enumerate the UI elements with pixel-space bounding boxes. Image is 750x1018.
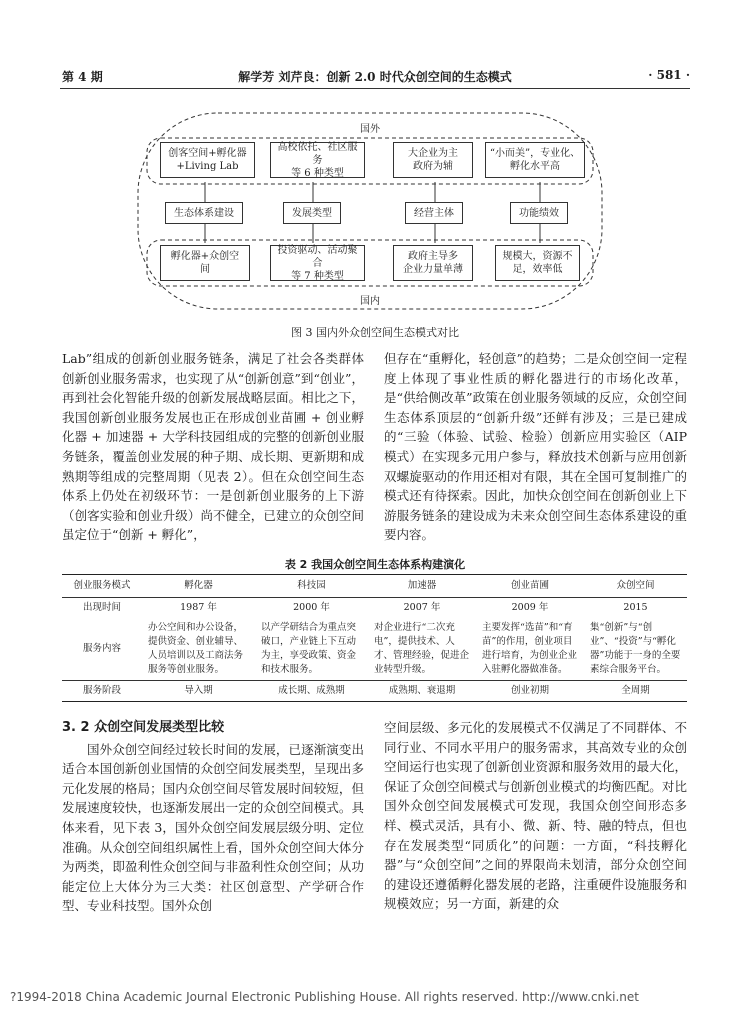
table-row: [62, 681, 687, 702]
operator-box: 经营主体: [405, 202, 463, 224]
performance-box: 功能绩效: [510, 202, 568, 224]
table-cell: 导入期: [142, 681, 255, 702]
table-header: 科技园: [255, 575, 368, 598]
table-cell: 2009 年: [511, 602, 549, 613]
table-header: 创业服务模式: [62, 575, 142, 598]
foreign-operator-box: 大企业为主 政府为辅: [393, 142, 473, 178]
table-cell: 办公空间和办公设备，提供资金、创业辅导、人员培训以及工商法务服务等创业服务。: [148, 622, 244, 675]
table-cell: 2015: [623, 602, 648, 613]
figure-caption: 图 3 国内外众创空间生态模式对比: [291, 326, 459, 339]
table-cell: 创业初期: [476, 681, 584, 702]
domestic-type-box: 投资驱动、活动聚合 等 7 种类型: [270, 245, 365, 281]
header-rule: [60, 88, 690, 89]
row-label: 出现时间: [82, 602, 121, 613]
table-cell: 2000 年: [293, 602, 330, 613]
table-row: [62, 618, 687, 681]
table-header: 加速器: [368, 575, 476, 598]
body-paragraph: Lab”组成的创新创业服务链条，满足了社会各类群体创新创业服务需求，也实现了从“创新创意”到“创业”，再到社会化智能升级的创新发展战略层面。相比之下，我国创新创业服务发展也正在形成创业苗圃 + 创业孵化器 + 加速器 + 大学科技园组成的完整的创新创业服务链条，覆盖创业发展的种子期、成长期、更新期和成熟期等组成的完整周期（见表 2）。但在众创空间生态体系上仍处在初级环节：一是创新创业服务的上下游（创客实验和创业升级）尚不健全，已建立的众创空间虽定位于“创新 + 孵化”，: [62, 351, 364, 543]
row-label: 服务内容: [82, 643, 121, 654]
issue-number: 第 4 期: [62, 70, 103, 84]
figure-3: [135, 110, 605, 315]
body-column-left-lower: [62, 718, 364, 916]
table-cell: 2007 年: [403, 602, 441, 613]
page-number: · 581 ·: [648, 68, 690, 82]
body-column-right-lower: [384, 718, 687, 914]
foreign-ecosystem-box: 创客空间+孵化器 +Living Lab: [160, 142, 255, 178]
table-row: [62, 598, 687, 619]
domestic-ecosystem-box: 孵化器+众创空 间: [160, 245, 250, 281]
table-header: 创业苗圃: [476, 575, 584, 598]
running-title: 解学芳 刘芹良：创新 2.0 时代众创空间的生态模式: [238, 70, 512, 84]
row-label: 服务阶段: [62, 681, 142, 702]
table-cell: 1987 年: [180, 602, 217, 613]
body-paragraph: 但存在“重孵化，轻创意”的趋势；二是众创空间一定程度上体现了事业性质的孵化器进行的市场化改革，是“供给侧改革”政策在创业服务领域的反应，众创空间生态体系顶层的“创新升级”还鲜有涉及；三是已建成的“三验（体验、试验、检验）创新应用实验区（AIP 模式）在实现多元用户参与，释放技术创新与应用创新双螺旋驱动的作用还相对有限，其在全国可复制推广的模式还有待探索。因此，加快众创空间在创新创业上下游服务链条的建设成为未来众创空间生态体系建设的重要内容。: [384, 351, 687, 543]
table-header-row: [62, 575, 687, 598]
body-column-right-upper: [384, 349, 687, 545]
domestic-label: 国内: [360, 296, 380, 307]
copyright-footer: ?1994-2018 China Academic Journal Electronic Publishing House. All rights reserved. http://www.cnki.net: [10, 990, 639, 1004]
ecosystem-building-box: 生态体系建设: [165, 202, 243, 224]
table-header: 众创空间: [584, 575, 687, 598]
body-paragraph: 空间层级、多元化的发展模式不仅满足了不同群体、不同行业、不同水平用户的服务需求，其高效专业的众创空间运行也实现了创新创业资源和服务效用的最大化，保证了众创空间模式与创新创业模式的均衡匹配。对比国外众创空间发展模式可发现，我国众创空间形态多样、模式灵活，具有小、微、新、特、融的特点，但也存在发展类型“同质化”的问题：一方面，“科技孵化器”与“众创空间”之间的界限尚未划清，部分众创空间的建设还遵循孵化器发展的老路，注重硬件设施服务和规模效应；另一方面，新建的众: [384, 720, 687, 912]
table-cell: 成熟期、衰退期: [368, 681, 476, 702]
section-heading: 3. 2 众创空间发展类型比较: [62, 720, 225, 735]
foreign-type-box: 高校依托、社区服务 等 6 种类型: [270, 142, 365, 178]
foreign-label: 国外: [360, 124, 380, 135]
table-header: 孵化器: [142, 575, 255, 598]
domestic-operator-box: 政府主导多 企业力量单薄: [393, 245, 473, 281]
foreign-performance-box: “小而美”，专业化、 孵化水平高: [485, 142, 585, 178]
body-column-left-upper: [62, 349, 364, 545]
table-cell: 对企业进行“二次充电”，提供技术、人才、管理经验，促进企业转型升级。: [374, 622, 470, 675]
table-cell: 以产学研结合为重点突破口，产业链上下互动为主，享受政策、资金和技术服务。: [261, 622, 357, 675]
body-paragraph: 国外众创空间经过较长时间的发展，已逐渐演变出适合本国创新创业国情的众创空间发展类型，呈现出多元化发展的格局；国内众创空间尽管发展时间较短，但发展速度较快，也逐渐发展出一定的众创空间模式。具体来看，见下表 3，国外众创空间发展层级分明、定位准确。从众创空间组织属性上看，国外众创空间大体分为两类，即盈利性众创空间与非盈利性众创空间；从功能定位上大体分为三大类：社区创意型、产学研合作型、专业科技型。国外众创: [62, 741, 364, 914]
domestic-performance-box: 规模大，资源不 足，效率低: [495, 245, 580, 281]
table-cell: 集“创新”与“创业”、“投资”与“孵化器”功能于一身的全要素综合服务平台。: [590, 622, 681, 675]
table-cell: 全周期: [584, 681, 687, 702]
table-2: [62, 574, 687, 702]
table-caption: 表 2 我国众创空间生态体系构建演化: [284, 558, 466, 571]
development-type-box: 发展类型: [283, 202, 341, 224]
table-cell: 成长期、成熟期: [255, 681, 368, 702]
table-cell: 主要发挥“选苗”和“育苗”的作用，创业项目进行培育，为创业企业入驻孵化器做准备。: [482, 622, 578, 675]
